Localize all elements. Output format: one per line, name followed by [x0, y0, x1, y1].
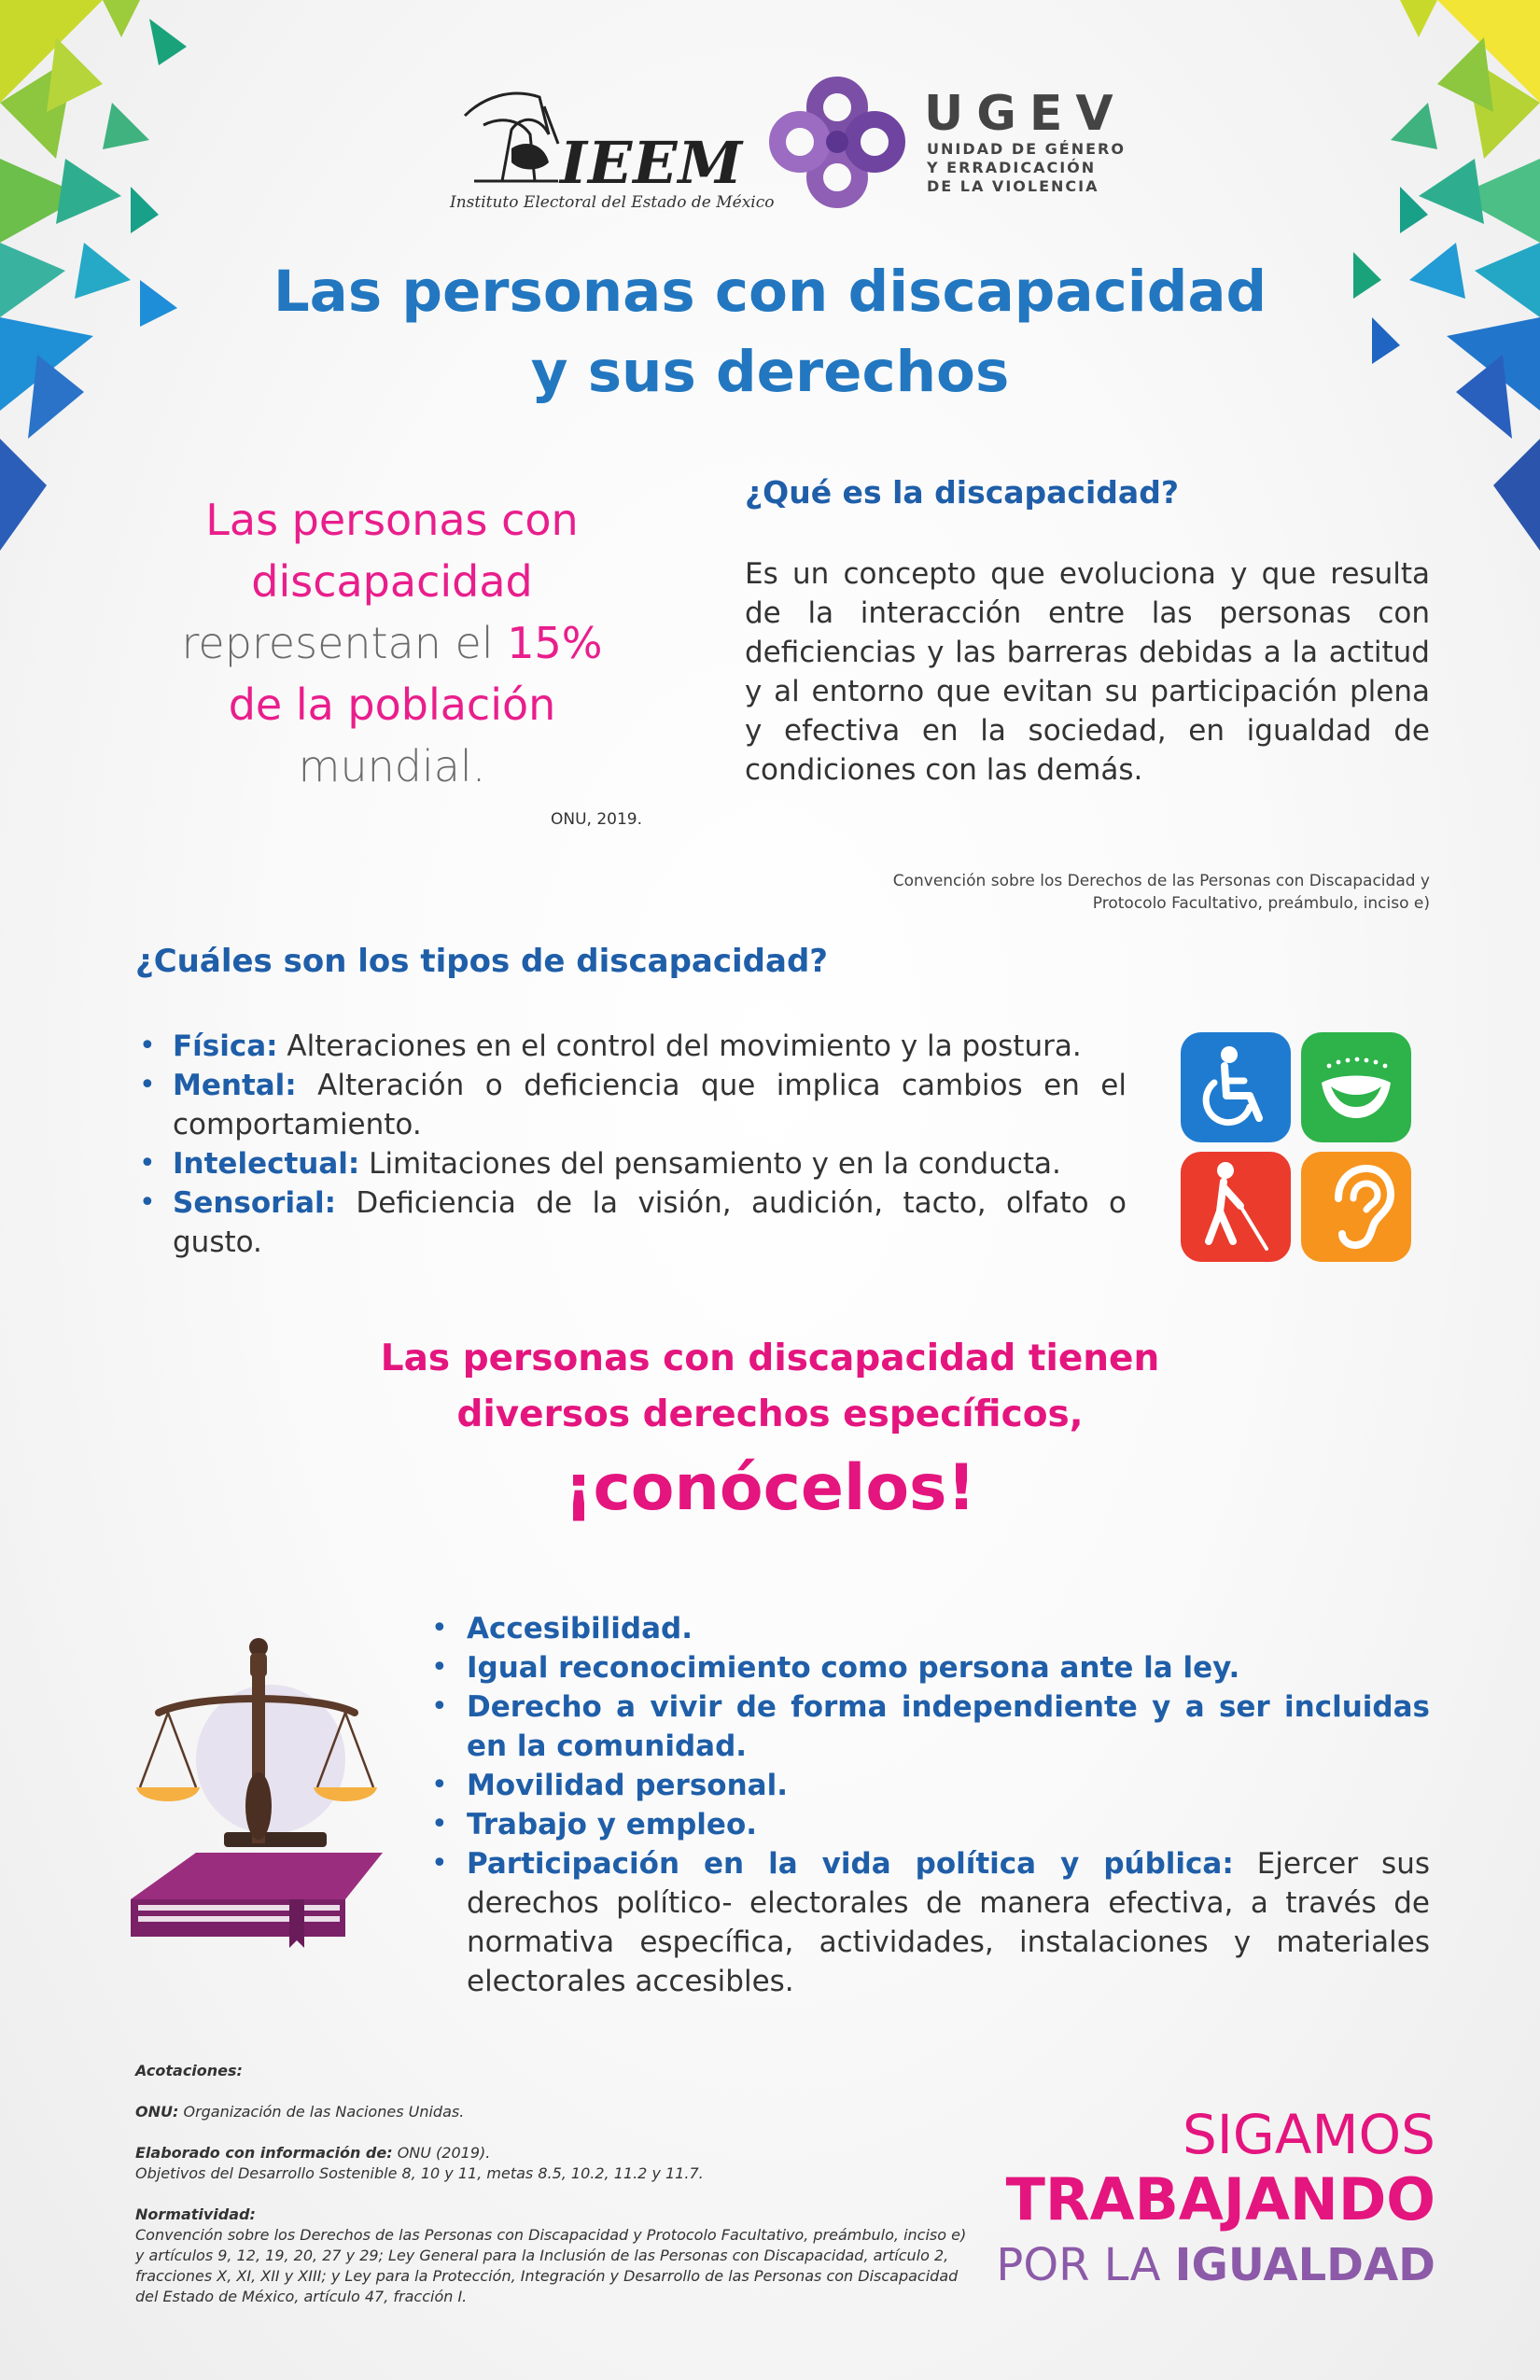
mouth-icon	[1301, 1032, 1411, 1142]
notes-norm-label: Normatividad:	[135, 2205, 256, 2223]
right-term: Trabajo y empleo.	[467, 1808, 758, 1841]
list-item	[427, 1805, 1430, 1844]
page-title-line: Las personas con discapacidad	[273, 259, 1267, 325]
rights-call-to-action: ¡conócelos!	[564, 1451, 976, 1525]
list-item	[427, 1844, 1430, 2001]
types-heading: ¿Cuáles son los tipos de discapacidad?	[135, 943, 829, 980]
stat-line: discapacidad	[251, 556, 533, 607]
notes-heading: Acotaciones:	[135, 2062, 243, 2079]
reference-line: Convención sobre los Derechos de las Personas con Discapacidad y	[892, 872, 1430, 890]
ieem-name: IEEM	[560, 129, 744, 197]
notes-onu-text: Organización de las Naciones Unidas.	[178, 2103, 465, 2121]
list-item	[427, 1687, 1430, 1766]
type-term: Intelectual:	[173, 1147, 360, 1181]
type-term: Mental:	[173, 1069, 297, 1102]
type-term: Sensorial:	[173, 1186, 337, 1220]
wheelchair-icon	[1181, 1032, 1291, 1142]
list-item	[135, 1066, 1127, 1144]
definition-heading: ¿Qué es la discapacidad?	[745, 474, 1179, 511]
reference-line: Protocolo Facultativo, preámbulo, inciso e)	[1092, 894, 1430, 913]
list-item	[427, 1648, 1430, 1687]
stat-line: Las personas con	[205, 495, 579, 545]
right-term: Igual reconocimiento como persona ante la ley.	[467, 1651, 1240, 1685]
list-item	[427, 1766, 1430, 1805]
notes-section	[135, 2061, 975, 2328]
slogan-line: SIGAMOS	[1182, 2103, 1435, 2166]
notes-onu-label: ONU:	[135, 2103, 179, 2121]
notes-sources-text: ONU (2019).	[392, 2144, 491, 2162]
rights-list	[427, 1609, 1430, 2001]
ugev-subtitle-line: Y ERRADICACIÓN	[927, 159, 1097, 176]
stat-text-light: representan el	[181, 618, 508, 668]
slogan-line	[980, 2233, 1435, 2298]
right-term: Participación en la vida política y pública:	[467, 1847, 1234, 1881]
right-term: Accesibilidad.	[467, 1612, 693, 1645]
slogan-line: TRABAJANDO	[1005, 2165, 1435, 2233]
ugev-subtitle-line: DE LA VIOLENCIA	[927, 177, 1099, 195]
slogan	[980, 2102, 1435, 2298]
notes-norm-text: Convención sobre los Derechos de las Personas con Discapacidad y Protocolo Facultativo, preámbulo, inciso e) y artículos 9, 12, 19, 20, 27 y 29; Ley General para la Inclusión de las Personas con Discapacidad, artículo 2, fracciones X, XI, XII y XIII; y Ley para la Protección, Integración y Desarrollo de las Personas con Discapacidad del Estado de México, artículo 47, fracción I.	[135, 2226, 967, 2305]
type-description: Limitaciones del pensamiento y en la conducta.	[359, 1147, 1061, 1181]
ear-icon	[1301, 1152, 1411, 1262]
ugev-knot-logo	[767, 75, 907, 210]
page-title	[0, 252, 1540, 413]
list-item	[135, 1183, 1127, 1262]
rights-heading-line: diversos derechos específicos,	[456, 1393, 1084, 1435]
list-item	[135, 1144, 1127, 1183]
type-description: Deficiencia de la visión, audición, tacto, olfato o gusto.	[173, 1186, 1127, 1259]
notes-sources-text: Objetivos del Desarrollo Sostenible 8, 10 y 11, metas 8.5, 10.2, 11.2 y 11.7.	[135, 2164, 704, 2182]
definition-reference	[691, 870, 1430, 915]
stat-line: mundial.	[298, 741, 486, 791]
stat-source: ONU, 2019.	[551, 810, 643, 829]
ieem-subtitle: Instituto Electoral del Estado de México	[450, 193, 775, 212]
ugev-subtitle	[927, 140, 1126, 196]
type-description: Alteración o deficiencia que implica cambios en el comportamiento.	[173, 1069, 1127, 1141]
stat-line	[140, 612, 644, 674]
rights-heading	[0, 1331, 1540, 1443]
slogan-emphasis: IGUALDAD	[1174, 2239, 1435, 2291]
list-item	[135, 1027, 1127, 1066]
types-list	[135, 1027, 1127, 1262]
right-term: Derecho a vivir de forma independiente y a ser incluidas en la comunidad.	[467, 1690, 1430, 1763]
stat-line: de la población	[228, 679, 556, 730]
blind-person-icon	[1181, 1152, 1291, 1262]
type-description: Alteraciones en el control del movimiento y la postura.	[277, 1029, 1082, 1063]
definition-text: Es un concepto que evoluciona y que resulta de la interacción entre las personas con deficiencias y las barreras debidas a la actitud y al entorno que evitan su participación plena y efectiva en la sociedad, en igualdad de condiciones con las demás.	[745, 557, 1430, 787]
scale-of-justice-illustration	[112, 1619, 392, 1955]
statistic-callout	[140, 489, 644, 797]
ugev-subtitle-line: UNIDAD DE GÉNERO	[927, 140, 1126, 158]
right-description: Ejercer sus derechos político- electorales de manera efectiva, a través de normativa específica, actividades, instalaciones y materiales electorales accesibles.	[467, 1847, 1430, 1998]
list-item	[427, 1609, 1430, 1648]
stat-percentage: 15%	[507, 618, 603, 668]
slogan-text: POR LA	[996, 2239, 1175, 2291]
rights-heading-line: Las personas con discapacidad tienen	[380, 1337, 1160, 1379]
page-title-line: y sus derechos	[530, 339, 1010, 405]
type-term: Física:	[173, 1029, 278, 1063]
right-term: Movilidad personal.	[467, 1769, 788, 1802]
notes-sources-label: Elaborado con información de:	[135, 2144, 393, 2162]
ugev-name: UGEV	[924, 86, 1127, 142]
